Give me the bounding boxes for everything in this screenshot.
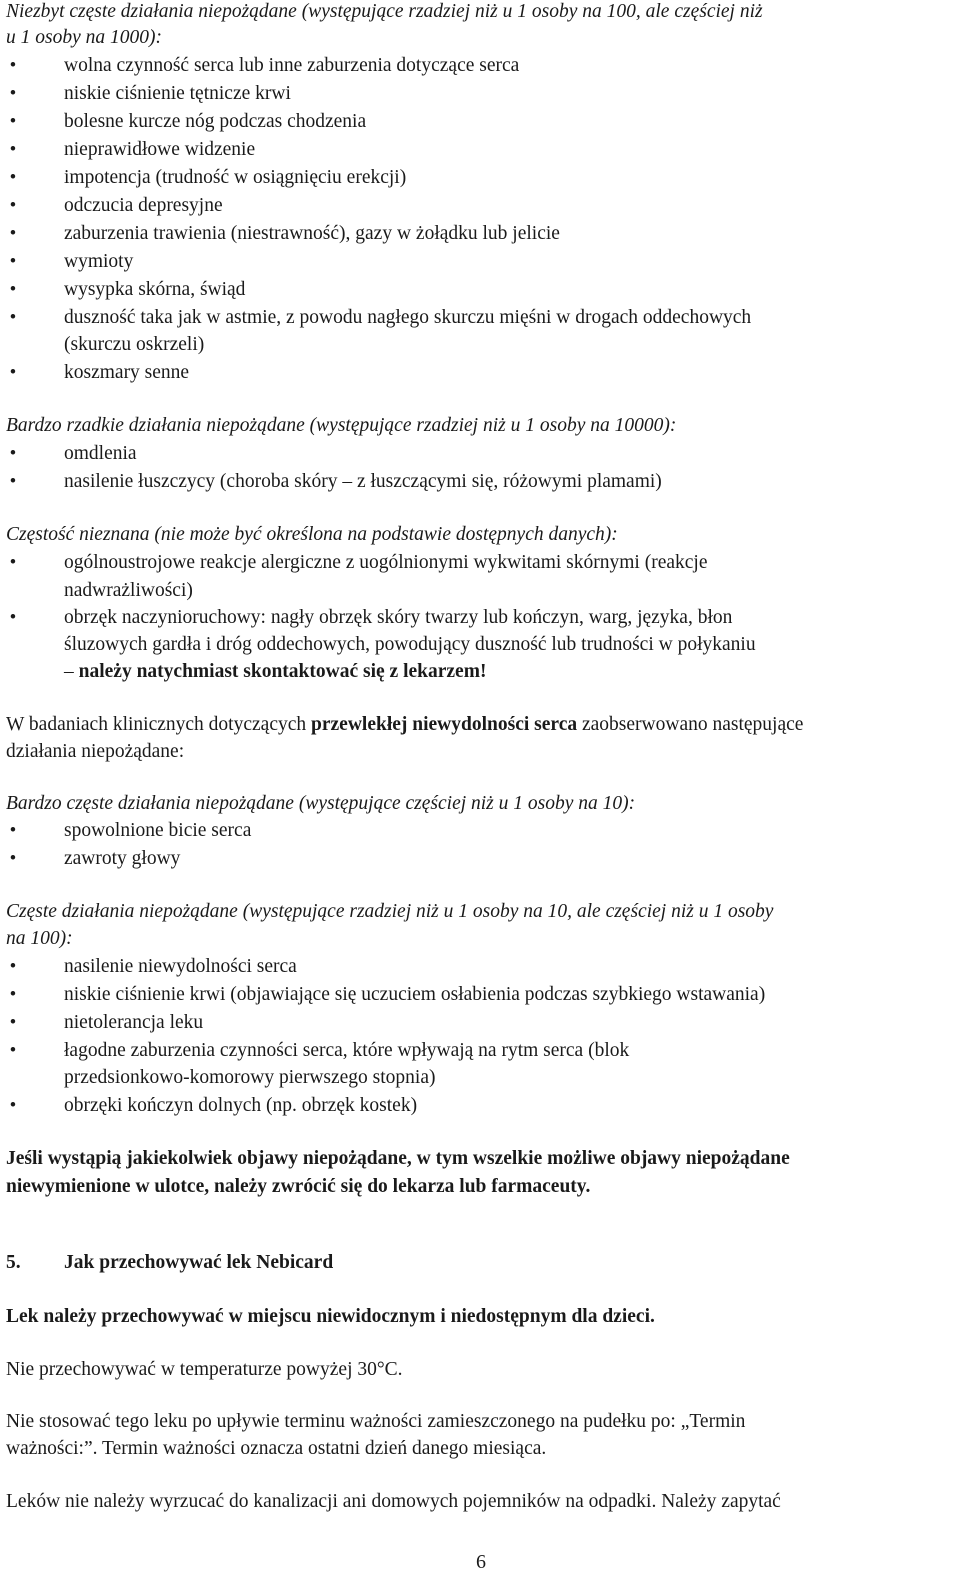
section-5-number: 5. [6, 1252, 21, 1273]
disposal-note: Leków nie należy wyrzucać do kanalizacji ani domowych pojemników na odpadki. Należy zapytać [6, 1491, 781, 1512]
bullet: • [9, 848, 17, 869]
bullet: • [9, 471, 17, 492]
bullet: • [9, 195, 17, 216]
temperature-note: Nie przechowywać w temperaturze powyżej 30°C. [6, 1359, 403, 1380]
bullet: • [9, 251, 17, 272]
bullet: • [9, 1095, 17, 1116]
bullet: • [9, 167, 17, 188]
bullet: • [9, 279, 17, 300]
unknown-frequency-heading: Częstość nieznana (nie może być określona na podstawie dostępnych danych): [6, 524, 618, 545]
list-item-continuation: przedsionkowo-komorowy pierwszego stopnia) [64, 1067, 436, 1088]
bullet: • [9, 223, 17, 244]
list-item-continuation: nadwrażliwości) [64, 580, 193, 601]
list-item-continuation [64, 658, 486, 686]
bullet: • [9, 139, 17, 160]
very-rare-heading: Bardzo rzadkie działania niepożądane (występujące rzadziej niż u 1 osoby na 10000): [6, 415, 677, 436]
list-item-continuation: (skurczu oskrzeli) [64, 334, 205, 355]
page-number: 6 [476, 1551, 486, 1573]
bullet: • [9, 362, 17, 383]
urgent-warning: należy natychmiast skontaktować się z lekarzem! [78, 661, 487, 682]
bullet: • [9, 1040, 17, 1061]
uncommon-heading-line1: Niezbyt częste działania niepożądane (występujące rzadziej niż u 1 osoby na 100, ale częściej niż [6, 1, 763, 22]
bullet: • [9, 83, 17, 104]
hf-common-heading-line2: na 100): [6, 928, 73, 949]
hf-very-common-heading: Bardzo częste działania niepożądane (występujące częściej niż u 1 osoby na 10): [6, 793, 636, 814]
dash: – [64, 661, 79, 682]
bullet: • [9, 55, 17, 76]
bullet: • [9, 607, 17, 628]
bullet: • [9, 307, 17, 328]
list-item-continuation: śluzowych gardła i dróg oddechowych, powodujący duszność lub trudności w połykaniu [64, 634, 756, 655]
bullet: • [9, 956, 17, 977]
bullet: • [9, 443, 17, 464]
hf-common-heading-line1: Częste działania niepożądane (występujące rzadziej niż u 1 osoby na 10, ale częściej niż u 1 osoby [6, 901, 774, 922]
children-warning: Lek należy przechowywać w miejscu niewidocznym i niedostępnym dla dzieci. [6, 1306, 655, 1327]
expiry-note-line1: Nie stosować tego leku po upływie terminu ważności zamieszczonego na pudełku po: „Termin [6, 1411, 746, 1432]
bullet: • [9, 984, 17, 1005]
bullet: • [9, 820, 17, 841]
bullet: • [9, 552, 17, 573]
bullet: • [9, 111, 17, 132]
report-warning-line1: Jeśli wystąpią jakiekolwiek objawy niepożądane, w tym wszelkie możliwe objawy niepożądane [6, 1148, 790, 1169]
bullet: • [9, 1012, 17, 1033]
report-warning-line2: niewymienione w ulotce, należy zwrócić się do lekarza lub farmaceuty. [6, 1176, 591, 1197]
expiry-note-line2: ważności:”. Termin ważności oznacza ostatni dzień danego miesiąca. [6, 1438, 547, 1459]
uncommon-heading-line2: u 1 osoby na 1000): [6, 27, 162, 48]
heart-failure-intro-line2: działania niepożądane: [6, 741, 185, 762]
section-5-title: Jak przechowywać lek Nebicard [64, 1252, 334, 1273]
heart-failure-intro: W badaniach klinicznych dotyczących przewlekłej niewydolności serca zaobserwowano następujące [6, 714, 804, 735]
